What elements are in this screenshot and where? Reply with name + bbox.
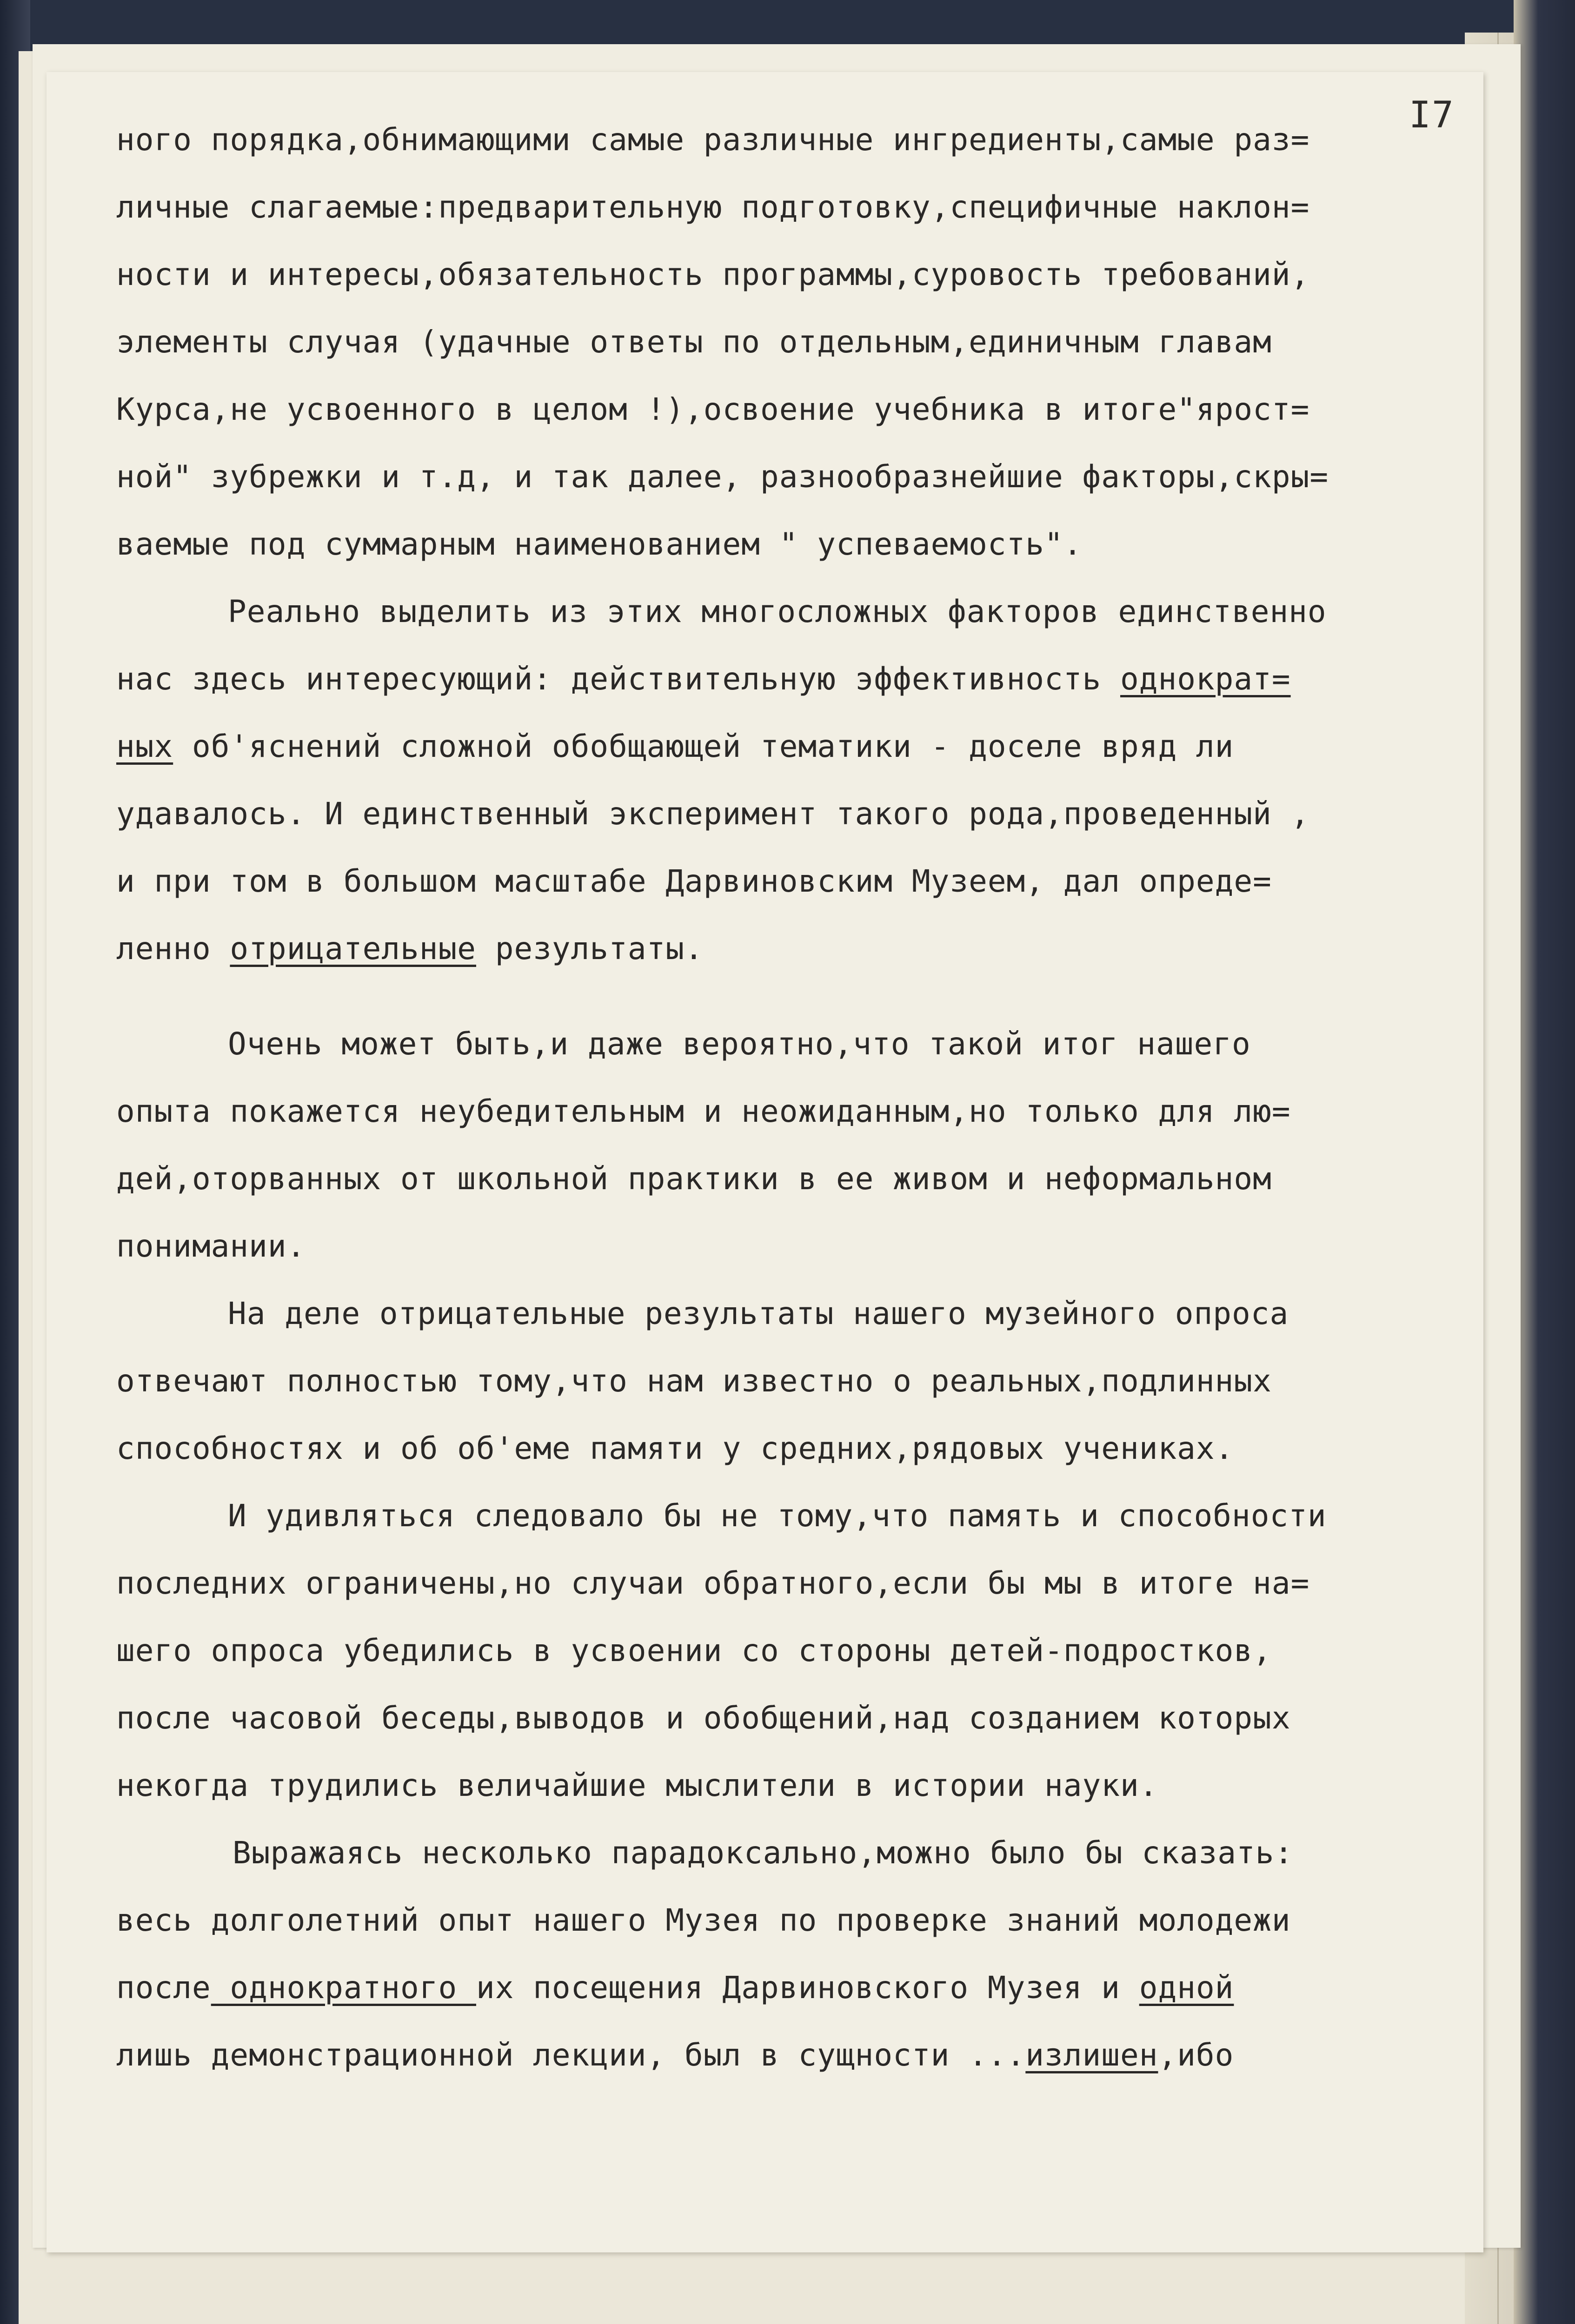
underlined-word: однократ= — [1120, 661, 1291, 697]
text-line: личные слагаемые:предварительную подготовку,специфичные наклон= — [116, 189, 1310, 225]
text-line: некогда трудились величайшие мыслители в истории науки. — [116, 1768, 1158, 1803]
text-line — [116, 1954, 1488, 2021]
paragraph-start-line: И удивляться следовало бы не тому,что память и способности — [228, 1498, 1327, 1534]
page-number: I7 — [1409, 94, 1455, 136]
page-body — [116, 106, 1488, 2089]
text-line: удавалось. И единственный эксперимент такого рода,проведенный , — [116, 796, 1310, 832]
text-fragment: результаты. — [476, 931, 704, 967]
paragraph-gap — [116, 982, 1488, 1010]
paragraph-start-line: Выражаясь несколько парадоксально,можно было бы сказать: — [233, 1835, 1294, 1871]
text-line — [116, 713, 1488, 780]
text-line: последних ограничены,но случаи обратного,если бы мы в итоге на= — [116, 1565, 1310, 1601]
text-line — [116, 915, 1488, 982]
text-line: и при том в большом масштабе Дарвиновским Музеем, дал опреде= — [116, 863, 1272, 899]
text-line: опыта покажется неубедительным и неожиданным,но только для лю= — [116, 1093, 1291, 1129]
text-line: ности и интересы,обязательность программы,суровость требований, — [116, 257, 1310, 292]
text-line: весь долголетний опыт нашего Музея по проверке знаний молодежи — [116, 1902, 1291, 1938]
text-line: Курса,не усвоенного в целом !),освоение учебника в итоге"ярост= — [116, 391, 1310, 427]
underlined-word: одной — [1139, 1970, 1234, 2006]
text-line: ваемые под суммарным наименованием " успеваемость". — [116, 526, 1083, 562]
paragraph-start-line: Очень может быть,и даже вероятно,что такой итог нашего — [228, 1026, 1251, 1062]
text-line: дей,оторванных от школьной практики в ее живом и неформальном — [116, 1161, 1272, 1197]
text-fragment: после — [116, 1970, 211, 2006]
text-line: отвечают полностью тому,что нам известно о реальных,подлинных — [116, 1363, 1272, 1399]
text-line: способностях и об об'еме памяти у средних,рядовых учениках. — [116, 1430, 1234, 1466]
text-fragment: ленно — [116, 931, 230, 967]
text-line: ного порядка,обнимающими самые различные ингредиенты,самые раз= — [116, 122, 1310, 158]
paragraph-start-line: Реально выделить из этих многосложных факторов единственно — [228, 594, 1327, 629]
underlined-word: ных — [116, 728, 173, 764]
text-line: элементы случая (удачные ответы по отдельным,единичным главам — [116, 324, 1272, 360]
text-fragment: нас здесь интересующий: действительную эффективность — [116, 661, 1120, 697]
underlined-word: отрицательные — [230, 931, 476, 967]
text-line: ной" зубрежки и т.д, и так далее, разнообразнейшие факторы,скры= — [116, 459, 1329, 495]
text-line: шего опроса убедились в усвоении со стороны детей-подростков, — [116, 1633, 1272, 1669]
text-fragment: ,ибо — [1158, 2037, 1234, 2073]
text-line — [116, 2021, 1488, 2089]
text-fragment: их посещения Дарвиновского Музея и — [476, 1970, 1139, 2006]
text-line — [116, 645, 1488, 713]
underlined-word: однократного — [211, 1970, 476, 2006]
text-line: после часовой беседы,выводов и обобщений,над созданием которых — [116, 1700, 1291, 1736]
text-fragment: лишь демонстрационной лекции, был в сущности ... — [116, 2037, 1026, 2073]
paragraph-start-line: На деле отрицательные результаты нашего музейного опроса — [228, 1296, 1289, 1331]
text-fragment: об'яснений сложной обобщающей тематики - доселе вряд ли — [173, 728, 1234, 764]
text-line: понимании. — [116, 1228, 306, 1264]
underlined-word: излишен — [1025, 2037, 1158, 2073]
binder-edge — [1514, 0, 1575, 2324]
